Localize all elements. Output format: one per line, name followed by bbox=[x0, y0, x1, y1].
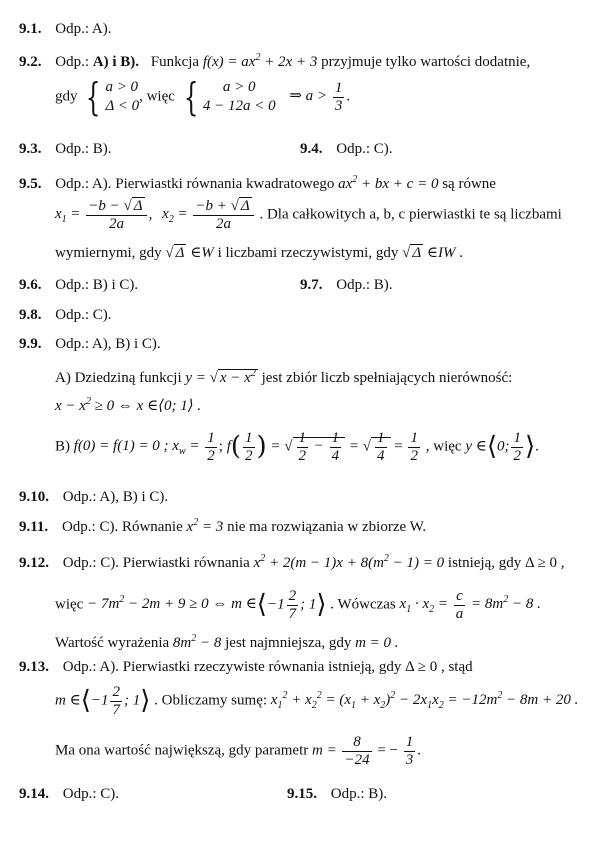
item-9-7 bbox=[300, 276, 393, 294]
equation: $ax^2$ + bx + c = 0 bbox=[338, 174, 439, 192]
system-1: a > 0 Δ < 0 bbox=[105, 79, 140, 114]
item-number: 9.1. bbox=[19, 21, 42, 37]
answer: A) i B). bbox=[92, 54, 139, 70]
item-9-15 bbox=[287, 785, 387, 803]
answer: Odp.: C). bbox=[336, 141, 393, 157]
item-9-4 bbox=[300, 140, 393, 158]
root-x1: $\frac{-b - √ \Delta}{2a}$ bbox=[86, 198, 146, 232]
item-9-3 bbox=[19, 140, 112, 158]
item-number: 9.3. bbox=[19, 141, 42, 157]
item-number: 9.5. bbox=[19, 176, 42, 192]
item-number: 9.6. bbox=[19, 277, 42, 293]
item-number: 9.14. bbox=[19, 786, 49, 802]
answer: Odp.: B). bbox=[330, 786, 387, 802]
answer: Odp.: C). bbox=[62, 555, 119, 571]
item-9-5-roots: $x_1$ = $\frac{-b - √ \Delta}{2a}$ , $x_2$ = $\frac{-b + √ \Delta}{2a}$ . Dla całkowitych a, b, c pierwiastki te są liczbami bbox=[55, 198, 562, 232]
answer: Odp.: C). bbox=[61, 519, 119, 535]
item-9-14 bbox=[19, 785, 119, 803]
answer: Odp.: B). bbox=[55, 141, 112, 157]
statement-text: Funkcja bbox=[150, 54, 200, 70]
answer: Odp.: A), B) i C). bbox=[62, 489, 169, 505]
statement-text: Pierwiastki równania kwadratowego bbox=[115, 176, 335, 192]
item-9-12-b: więc − $7m^2 - 2m + 9 \ge 0$ ⇔ m ∈⟨−1 $\frac{2}{7}$ ; 1⟩ . Wówczas $x_1 \cdot x_2$ = $\frac{c}{a}$ = $8m^2 - 8$ . bbox=[55, 588, 541, 622]
item-9-9-b: B) f(0) = f(1) = 0 ; $x_w$ = $\frac{1}{2}$ ; f( $\frac{1}{2}$ ) = √ $\frac{1}{2}$ − $\frac{1}{4}$ = √ $\frac{1}{4}$ = $\frac{1}{2}$ , więc y ∈⟨0; $\frac{1}{2}$ ⟩. bbox=[55, 430, 539, 464]
item-9-1 bbox=[19, 20, 112, 38]
answer: Odp.: B). bbox=[336, 277, 393, 293]
item-number: 9.7. bbox=[300, 277, 323, 293]
item-9-8 bbox=[19, 306, 112, 324]
wiec-word: , więc bbox=[139, 88, 175, 105]
item-number: 9.9. bbox=[19, 336, 42, 352]
item-9-5-cond: wymiernymi, gdy √ Δ ∈W i liczbami rzeczywistymi, gdy √ Δ ∈IW . bbox=[55, 245, 463, 261]
item-9-5 bbox=[19, 174, 496, 193]
answer: Odp.: A). bbox=[55, 176, 112, 192]
statement-tail: przyjmuje tylko wartości dodatnie, bbox=[321, 54, 531, 70]
answer: Odp.: A), B) i C). bbox=[55, 336, 161, 352]
item-number: 9.2. bbox=[19, 54, 42, 70]
answer: Odp.: A). bbox=[62, 659, 119, 675]
item-number: 9.4. bbox=[300, 141, 323, 157]
item-9-12-c: Wartość wyrażenia $8m^2 - 8$ jest najmniejsza, gdy m = 0 . bbox=[55, 633, 399, 651]
gdy-word: gdy bbox=[55, 88, 78, 105]
item-number: 9.12. bbox=[19, 555, 49, 571]
answer: Odp.: B) i C). bbox=[55, 277, 139, 293]
item-number: 9.8. bbox=[19, 307, 42, 323]
item-9-9-a2: $x - x^2 \ge 0$ ⇔ x ∈⟨0; 1⟩ . bbox=[55, 396, 202, 414]
roots-comment: . Dla całkowitych a, b, c pierwiastki te są liczbami bbox=[259, 206, 562, 223]
item-9-13-b: m ∈⟨−1 $\frac{2}{7}$ ; 1⟩ . Obliczamy sumę: $x_1^2 + x_2^2 = (x_1 + x_2)^2 - 2x_1x_2 = -12m^2 - 8m + 20$ . bbox=[55, 684, 579, 718]
item-9-9-a: A) Dziedziną funkcji y = √ $x - x^2$ jest zbiór liczb spełniających nierówność: bbox=[55, 368, 513, 386]
item-9-12: 9.12. Odp.: C). Pierwiastki równania $x^2 + 2(m - 1)x + 8(m^2 - 1) = 0$ istnieją, gdy Δ ≥ 0 , bbox=[19, 553, 565, 571]
fraction-one-third: $\frac{1}{3}$ bbox=[334, 80, 343, 114]
item-number: 9.11. bbox=[19, 519, 49, 535]
item-9-9 bbox=[19, 335, 161, 353]
item-9-10 bbox=[19, 488, 168, 506]
answer-prefix: Odp.: bbox=[55, 54, 93, 70]
item-9-6 bbox=[19, 276, 138, 294]
formula: $f(x) = ax^2 + 2x + 3$ bbox=[202, 52, 318, 70]
item-9-2 bbox=[19, 52, 530, 71]
item-9-11: 9.11. Odp.: C). Równanie $x^2 = 3$ nie ma rozwiązania w zbiorze W. bbox=[19, 517, 427, 535]
answer: Odp.: C). bbox=[62, 786, 119, 802]
item-9-2-system: gdy { a > 0 Δ < 0, więc { a > 0 4 − 12a < 0 ⇒ a > $\frac{1}{3}$ . bbox=[55, 75, 351, 119]
item-9-13-c: Ma ona wartość największą, gdy parametr m = $\frac{8}{-24}$ = − $\frac{1}{3}$ . bbox=[55, 734, 422, 768]
root-x2: $\frac{-b + √ \Delta}{2a}$ bbox=[193, 198, 253, 232]
item-number: 9.13. bbox=[19, 659, 49, 675]
item-9-13: 9.13. Odp.: A). Pierwiastki rzeczywiste równania istnieją, gdy Δ ≥ 0 , stąd bbox=[19, 659, 473, 675]
implication: ⇒ a > bbox=[289, 88, 328, 105]
system-2: a > 0 4 − 12a < 0 bbox=[202, 79, 276, 114]
item-number: 9.15. bbox=[287, 786, 317, 802]
answer: Odp.: A). bbox=[55, 21, 112, 37]
statement-tail: są równe bbox=[442, 176, 496, 192]
answer: Odp.: C). bbox=[55, 307, 112, 323]
item-number: 9.10. bbox=[19, 489, 49, 505]
